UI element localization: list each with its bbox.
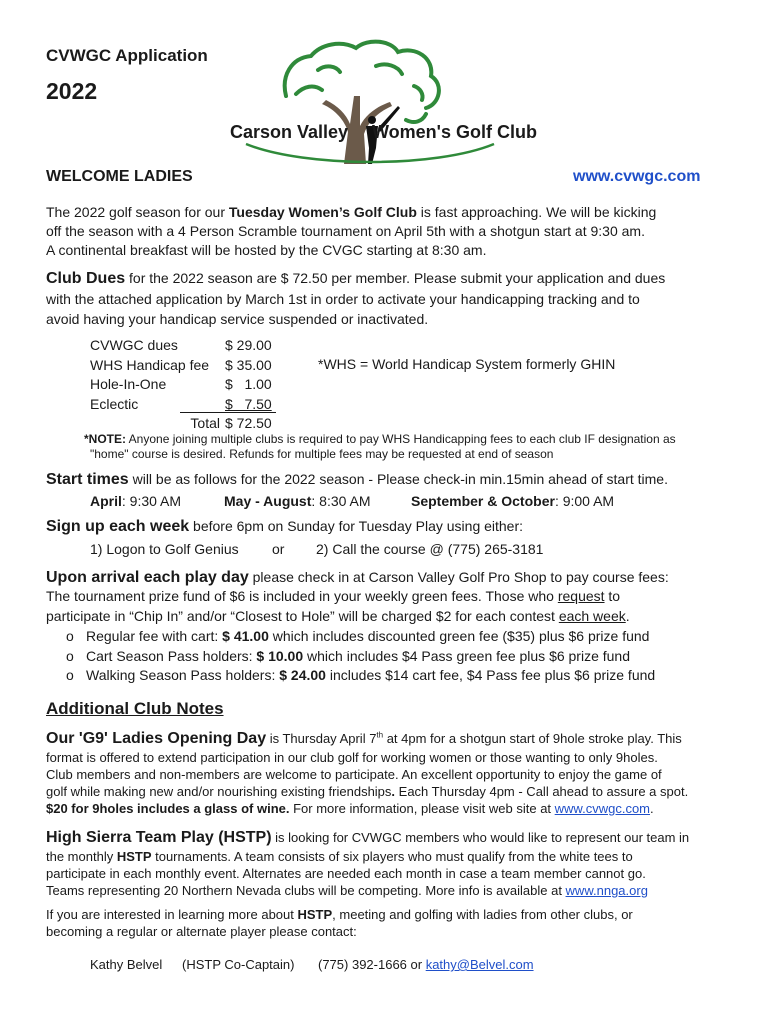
dues-table bbox=[90, 336, 285, 434]
hstp-line-1: High Sierra Team Play (HSTP) is looking for CVWGC members who would like to represent our team in bbox=[46, 829, 690, 846]
year-heading: 2022 bbox=[46, 78, 98, 104]
g9-line-5: $20 for 9holes includes a glass of wine. For more information, please visit web site at www.cvwgc.com. bbox=[46, 801, 654, 816]
dues-line-3: avoid having your handicap service suspended or inactivated. bbox=[46, 311, 429, 327]
total-divider bbox=[180, 412, 276, 413]
g9-line-1: Our 'G9' Ladies Opening Day is Thursday April 7th at 4pm for a shotgun start of 9hole stroke play. This bbox=[46, 730, 682, 747]
welcome-heading: WELCOME LADIES bbox=[46, 168, 193, 185]
website-link[interactable]: www.cvwgc.com bbox=[573, 168, 701, 185]
interest-line-2: becoming a regular or alternate player please contact: bbox=[46, 924, 357, 939]
fee-list bbox=[66, 627, 655, 686]
dues-row: WHS Handicap fee $ 35.00 bbox=[90, 356, 272, 373]
dues-total-row: Total $ 72.50 bbox=[190, 415, 272, 431]
contact-name: Kathy Belvel bbox=[90, 957, 163, 972]
dues-row: Hole-In-One $ 1.00 bbox=[90, 376, 272, 392]
application-title: CVWGC Application bbox=[46, 46, 208, 65]
arrival-line-3: participate in “Chip In” and/or “Closest to Hole” will be charged $2 for each contest each week. bbox=[46, 608, 630, 624]
contact-email-link[interactable]: kathy@Belvel.com bbox=[425, 957, 534, 972]
signup-or: or bbox=[272, 541, 285, 557]
dues-row: Eclectic $ 7.50 bbox=[90, 395, 272, 412]
list-item: o Regular fee with cart: $ 41.00 which includes discounted green fee ($35) plus $6 prize fund bbox=[66, 628, 650, 644]
whs-note: *WHS = World Handicap System formerly GHIN bbox=[318, 356, 616, 372]
g9-line-4: golf while making new and/or nourishing existing friendships. Each Thursday 4pm - Call ahead to assure a spot. bbox=[46, 784, 689, 799]
signup-line: Sign up each week before 6pm on Sunday for Tuesday Play using either: bbox=[46, 518, 524, 535]
arrival-line-1: Upon arrival each play day please check in at Carson Valley Golf Pro Shop to pay course fees: bbox=[46, 569, 669, 586]
arrival-line-2: The tournament prize fund of $6 is included in your weekly green fees. Those who request to bbox=[46, 588, 621, 604]
logo-right-text: Women's Golf Club bbox=[372, 122, 537, 142]
dues-row: CVWGC dues $ 29.00 bbox=[90, 337, 272, 353]
g9-line-2: format is offered to extend participation in our club golf for working women or those wanting to only 9holes. bbox=[46, 750, 658, 765]
intro-line-3: A continental breakfast will be hosted by the CVGC starting at 8:30 am. bbox=[46, 242, 487, 258]
start-times-line: Start times will be as follows for the 2022 season - Please check-in min.15min ahead of start time. bbox=[46, 471, 668, 488]
dues-line-1: Club Dues for the 2022 season are $ 72.50 per member. Please submit your application and dues bbox=[46, 270, 666, 287]
start-sept-oct: September & October: 9:00 AM bbox=[411, 493, 615, 509]
start-april: April: 9:30 AM bbox=[90, 493, 182, 509]
contact-line: (775) 392-1666 or kathy@Belvel.com bbox=[318, 957, 534, 972]
signup-option-2: 2) Call the course @ (775) 265-3181 bbox=[316, 541, 544, 557]
logo-left-text: Carson Valley bbox=[230, 122, 349, 142]
additional-notes-heading: Additional Club Notes bbox=[46, 699, 224, 718]
g9-line-3: Club members and non-members are welcome to participate. An excellent opportunity to enjoy the game of bbox=[46, 767, 662, 782]
note-line-1: *NOTE: Anyone joining multiple clubs is required to pay WHS Handicapping fees to each club IF designation as bbox=[84, 432, 676, 446]
club-logo bbox=[226, 36, 537, 172]
list-item: o Cart Season Pass holders: $ 10.00 which includes $4 Pass green fee plus $6 prize fund bbox=[66, 647, 631, 664]
contact-role: (HSTP Co-Captain) bbox=[182, 957, 295, 972]
cvwgc-link[interactable]: www.cvwgc.com bbox=[554, 801, 651, 816]
start-may-august: May - August: 8:30 AM bbox=[224, 493, 371, 509]
intro-line-1: The 2022 golf season for our Tuesday Women’s Golf Club is fast approaching. We will be kicking bbox=[46, 204, 657, 220]
nnga-link[interactable]: www.nnga.org bbox=[565, 883, 648, 898]
hstp-line-4: Teams representing 20 Northern Nevada clubs will be competing. More info is available at www.nnga.org bbox=[46, 883, 648, 898]
note-line-2: "home" course is desired. Refunds for multiple fees may be requested at end of season bbox=[90, 447, 554, 461]
interest-line-1: If you are interested in learning more about HSTP, meeting and golfing with ladies from other clubs, or bbox=[46, 907, 633, 922]
hstp-line-2: the monthly HSTP tournaments. A team consists of six players who must qualify from the white tees to bbox=[46, 849, 633, 864]
intro-line-2: off the season with a 4 Person Scramble tournament on April 5th with a shotgun start at 9:30 am. bbox=[46, 223, 645, 239]
tree-golfer-icon bbox=[226, 36, 537, 172]
hstp-line-3: participate in each monthly event. Alternates are needed each month in case a team member cannot go. bbox=[46, 866, 646, 881]
dues-line-2: with the attached application by March 1st in order to activate your handicapping tracking and to bbox=[46, 291, 640, 307]
signup-option-1: 1) Logon to Golf Genius bbox=[90, 541, 239, 557]
list-item: o Walking Season Pass holders: $ 24.00 includes $14 cart fee, $4 Pass fee plus $6 prize fund bbox=[66, 667, 656, 683]
